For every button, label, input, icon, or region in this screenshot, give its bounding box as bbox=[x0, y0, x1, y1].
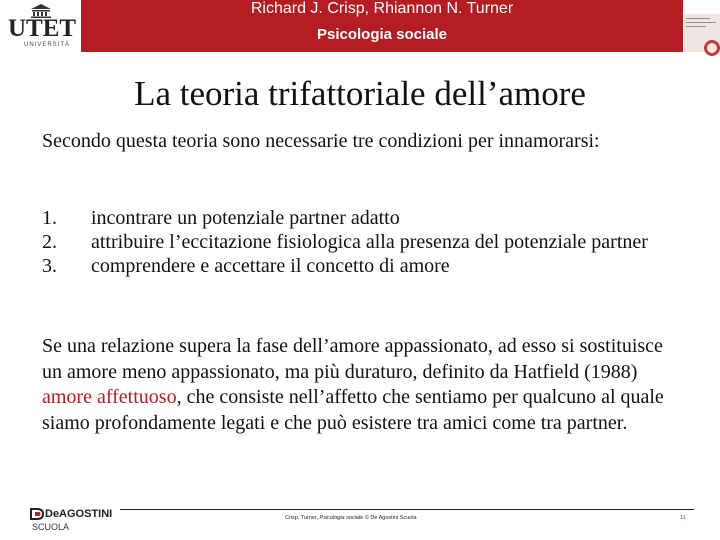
closing-paragraph bbox=[42, 334, 682, 436]
publisher-name: DeAGOSTINI bbox=[45, 508, 113, 520]
list-item bbox=[42, 230, 682, 254]
citation-publisher: © De Agostini Scuola bbox=[363, 515, 417, 521]
cover-line bbox=[686, 22, 716, 23]
cover-line bbox=[686, 18, 710, 19]
slide-title: La teoria trifattoriale dell’amore bbox=[134, 74, 586, 113]
book-cover-thumbnail bbox=[684, 14, 720, 52]
closing-text-start: Se una relazione supera la fase dell’amore appassionato, ad esso si sostituisce un amore meno appassionato, ma più duraturo, definito da Hatfield (1988) bbox=[42, 335, 663, 383]
utet-logo-text: UTET bbox=[8, 15, 77, 42]
list-item-number: 1. bbox=[42, 207, 57, 229]
header-authors: Richard J. Crisp, Rhiannon N. Turner bbox=[250, 0, 514, 17]
list-item-text: attribuire l’eccitazione fisiologica alla presenza del potenziale partner bbox=[91, 231, 648, 253]
footer-citation bbox=[285, 515, 417, 521]
list-item bbox=[42, 206, 682, 230]
footer-divider bbox=[120, 509, 694, 510]
citation-authors: Crisp, Turner, bbox=[285, 515, 320, 521]
utet-logo-subtitle: UNIVERSITÀ bbox=[24, 42, 71, 48]
header-bar bbox=[81, 0, 683, 52]
conditions-list bbox=[42, 206, 682, 278]
page-number: 11 bbox=[680, 515, 686, 521]
citation-book-title: Psicologia sociale bbox=[319, 515, 364, 521]
utet-logo bbox=[6, 4, 76, 50]
list-item bbox=[42, 254, 682, 278]
cover-circle-icon bbox=[704, 40, 720, 56]
list-item-number: 3. bbox=[42, 255, 57, 277]
closing-text-end: , che consiste nell’affetto che sentiamo per qualcuno al quale siamo profondamente legati e che può esistere tra amici come tra partner. bbox=[42, 386, 664, 434]
header-subject: Psicologia sociale bbox=[316, 26, 448, 43]
intro-text: Secondo questa teoria sono necessarie tre condizioni per innamorarsi: bbox=[42, 130, 600, 152]
highlighted-term: amore affettuoso bbox=[42, 386, 177, 408]
list-item-text: incontrare un potenziale partner adatto bbox=[91, 207, 400, 229]
list-item-text: comprendere e accettare il concetto di amore bbox=[91, 255, 450, 277]
deagostini-logo-icon bbox=[30, 508, 46, 520]
list-item-number: 2. bbox=[42, 231, 57, 253]
publisher-subtitle: SCUOLA bbox=[32, 522, 70, 532]
cover-line bbox=[686, 26, 706, 27]
